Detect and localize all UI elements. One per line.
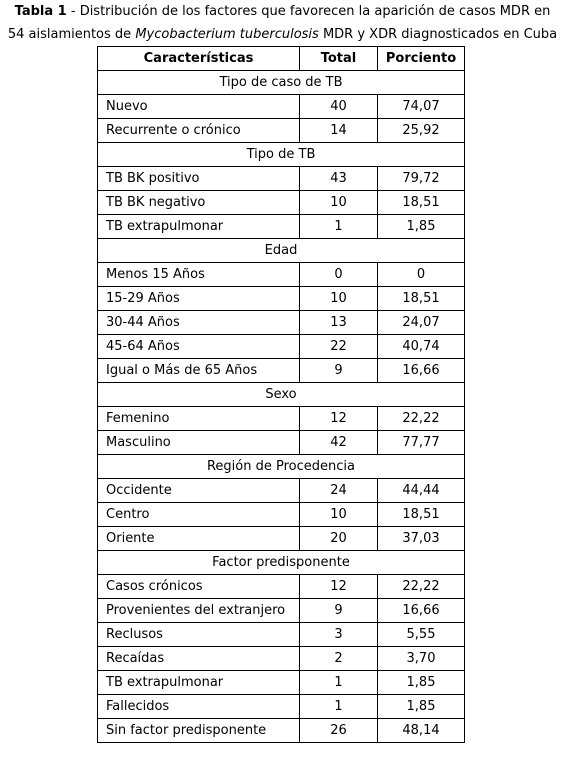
row-label: Fallecidos [98, 695, 300, 719]
data-table [97, 46, 465, 743]
group-row [98, 239, 465, 263]
row-label: Menos 15 Años [98, 263, 300, 287]
row-total: 10 [300, 191, 378, 215]
row-total: 43 [300, 167, 378, 191]
table-caption [0, 0, 565, 46]
table-row [98, 167, 465, 191]
row-percent: 44,44 [378, 479, 465, 503]
table-row [98, 119, 465, 143]
row-percent: 16,66 [378, 599, 465, 623]
row-total: 9 [300, 599, 378, 623]
row-label: 30-44 Años [98, 311, 300, 335]
row-percent: 16,66 [378, 359, 465, 383]
row-percent: 1,85 [378, 215, 465, 239]
row-total: 1 [300, 695, 378, 719]
row-label: TB extrapulmonar [98, 671, 300, 695]
table-row [98, 311, 465, 335]
row-percent: 1,85 [378, 695, 465, 719]
row-total: 12 [300, 407, 378, 431]
row-percent: 37,03 [378, 527, 465, 551]
row-percent: 22,22 [378, 575, 465, 599]
table-row [98, 719, 465, 743]
header-total: Total [300, 47, 378, 71]
table-row [98, 95, 465, 119]
table-row [98, 575, 465, 599]
row-label: Casos crónicos [98, 575, 300, 599]
group-row [98, 71, 465, 95]
table-row [98, 527, 465, 551]
caption-species: Mycobacterium tuberculosis [135, 27, 319, 42]
row-total: 22 [300, 335, 378, 359]
header-porciento: Porciento [378, 47, 465, 71]
row-total: 10 [300, 287, 378, 311]
table-body [98, 71, 465, 743]
row-label: TB BK negativo [98, 191, 300, 215]
table-row [98, 623, 465, 647]
row-label: TB BK positivo [98, 167, 300, 191]
row-label: Igual o Más de 65 Años [98, 359, 300, 383]
row-total: 1 [300, 671, 378, 695]
table-row [98, 647, 465, 671]
row-percent: 18,51 [378, 287, 465, 311]
row-label: Recurrente o crónico [98, 119, 300, 143]
group-title: Región de Procedencia [98, 455, 465, 479]
row-percent: 0 [378, 263, 465, 287]
group-title: Sexo [98, 383, 465, 407]
caption-label: Tabla 1 [14, 4, 67, 19]
row-percent: 48,14 [378, 719, 465, 743]
group-title: Tipo de TB [98, 143, 465, 167]
row-total: 9 [300, 359, 378, 383]
table-row [98, 191, 465, 215]
row-percent: 18,51 [378, 503, 465, 527]
row-percent: 18,51 [378, 191, 465, 215]
table-row [98, 359, 465, 383]
caption-title: Distribución de los factores que favorecen la aparición de casos MDR en [79, 4, 551, 19]
caption-line2-end: MDR y XDR diagnosticados en Cuba [318, 27, 558, 42]
row-label: Masculino [98, 431, 300, 455]
header-row [98, 47, 465, 71]
row-percent: 1,85 [378, 671, 465, 695]
row-label: Centro [98, 503, 300, 527]
row-total: 40 [300, 95, 378, 119]
table-row [98, 407, 465, 431]
row-label: Recaídas [98, 647, 300, 671]
row-percent: 22,22 [378, 407, 465, 431]
row-total: 10 [300, 503, 378, 527]
row-total: 12 [300, 575, 378, 599]
row-percent: 3,70 [378, 647, 465, 671]
caption-dash: - [66, 4, 80, 19]
group-title: Tipo de caso de TB [98, 71, 465, 95]
row-label: Reclusos [98, 623, 300, 647]
row-total: 13 [300, 311, 378, 335]
row-label: Sin factor predisponente [98, 719, 300, 743]
row-percent: 24,07 [378, 311, 465, 335]
row-percent: 40,74 [378, 335, 465, 359]
caption-line-1 [0, 0, 565, 23]
group-row [98, 143, 465, 167]
row-total: 20 [300, 527, 378, 551]
caption-line2-start: 54 aislamientos de [7, 27, 136, 42]
row-percent: 77,77 [378, 431, 465, 455]
row-label: 15-29 Años [98, 287, 300, 311]
header-caracteristicas: Características [98, 47, 300, 71]
table-row [98, 431, 465, 455]
table-row [98, 479, 465, 503]
row-label: Nuevo [98, 95, 300, 119]
table-row [98, 335, 465, 359]
group-title: Factor predisponente [98, 551, 465, 575]
row-percent: 79,72 [378, 167, 465, 191]
row-label: Femenino [98, 407, 300, 431]
row-total: 26 [300, 719, 378, 743]
group-row [98, 455, 465, 479]
table-row [98, 287, 465, 311]
row-label: Occidente [98, 479, 300, 503]
table-row [98, 263, 465, 287]
row-total: 14 [300, 119, 378, 143]
group-row [98, 383, 465, 407]
table-row [98, 599, 465, 623]
caption-line-2 [0, 23, 565, 46]
table-row [98, 671, 465, 695]
row-total: 42 [300, 431, 378, 455]
group-row [98, 551, 465, 575]
table-row [98, 215, 465, 239]
row-total: 3 [300, 623, 378, 647]
row-percent: 25,92 [378, 119, 465, 143]
table-row [98, 695, 465, 719]
row-label: 45-64 Años [98, 335, 300, 359]
row-total: 2 [300, 647, 378, 671]
row-percent: 5,55 [378, 623, 465, 647]
row-percent: 74,07 [378, 95, 465, 119]
table-row [98, 503, 465, 527]
row-total: 1 [300, 215, 378, 239]
row-label: Oriente [98, 527, 300, 551]
row-total: 24 [300, 479, 378, 503]
row-total: 0 [300, 263, 378, 287]
group-title: Edad [98, 239, 465, 263]
row-label: TB extrapulmonar [98, 215, 300, 239]
row-label: Provenientes del extranjero [98, 599, 300, 623]
